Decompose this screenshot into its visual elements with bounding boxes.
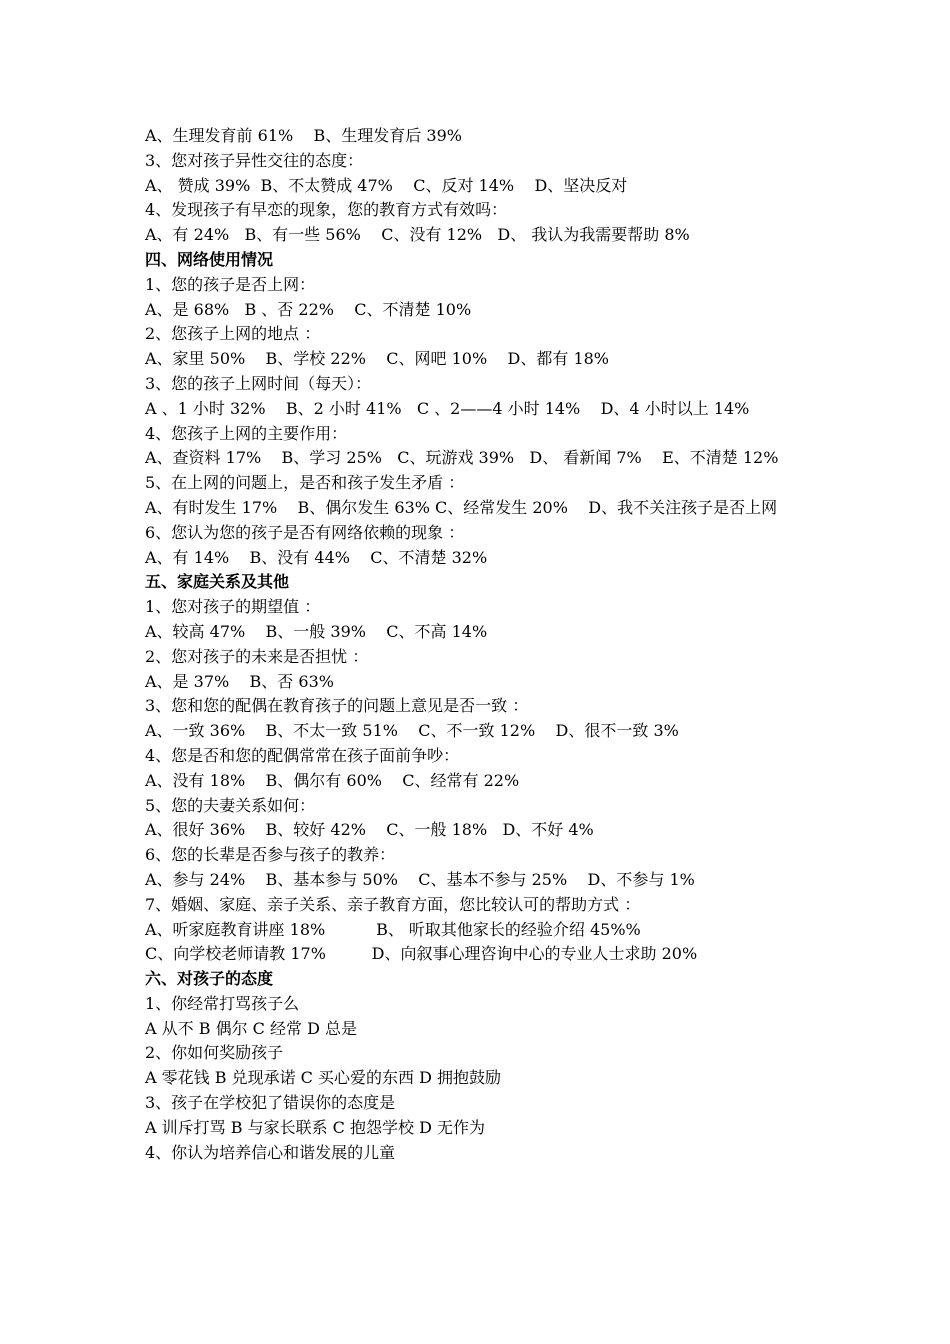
text-line: 2、你如何奖励孩子: [145, 1043, 284, 1063]
text-line: 4、你认为培养信心和谐发展的儿童: [145, 1142, 396, 1162]
text-line: A、是 37% B、否 63%: [145, 671, 334, 691]
text-line: 7、婚姻、家庭、亲子关系、亲子教育方面，您比较认可的帮助方式 ：: [145, 894, 641, 914]
text-line: 4、您孩子上网的主要作用：: [145, 423, 348, 443]
text-line: A、很好 36% B、较好 42% C、一般 18% D、不好 4%: [145, 820, 594, 840]
text-line: 2、您对孩子的未来是否担忧 ：: [145, 646, 369, 666]
text-line: A、有 14% B、没有 44% C、不清楚 32%: [145, 547, 488, 567]
text-line: 1、你经常打骂孩子么: [145, 993, 300, 1013]
text-line: A、是 68% B 、否 22% C、不清楚 10%: [145, 299, 472, 319]
text-line: 4、您是否和您的配偶常常在孩子面前争吵：: [145, 745, 460, 765]
text-line: A、较高 47% B、一般 39% C、不高 14%: [145, 621, 488, 641]
text-line: 1、您对孩子的期望值 ：: [145, 597, 321, 617]
text-line: A、听家庭教育讲座 18% B、 听取其他家长的经验介绍 45%%: [145, 919, 641, 939]
text-line: 6、您的长辈是否参与孩子的教养：: [145, 845, 396, 865]
section-heading: 四、网络使用情况: [145, 249, 274, 269]
section-heading: 五、家庭关系及其他: [145, 572, 290, 592]
text-line: A 训斥打骂 B 与家长联系 C 抱怨学校 D 无作为: [145, 1117, 485, 1137]
text-line: 3、您的孩子上网时间（每天）：: [145, 373, 372, 393]
text-line: 5、您的夫妻关系如何：: [145, 795, 316, 815]
text-line: A 从不 B 偶尔 C 经常 D 总是: [145, 1018, 357, 1038]
text-line: 3、孩子在学校犯了错误你的态度是: [145, 1093, 396, 1113]
text-line: 3、您对孩子异性交往的态度：: [145, 150, 364, 170]
text-line: 3、您和您的配偶在教育孩子的问题上意见是否一致 ：: [145, 696, 529, 716]
text-line: A、生理发育前 61% B、生理发育后 39%: [145, 126, 462, 145]
text-line: 5、在上网的问题上，是否和孩子发生矛盾 ：: [145, 473, 465, 493]
text-line: 2、您孩子上网的地点 ：: [145, 324, 321, 344]
text-line: C、向学校老师请教 17% D、向叙事心理咨询中心的专业人士求助 20%: [145, 944, 698, 964]
text-line: A、有时发生 17% B、偶尔发生 63% C、经常发生 20% D、我不关注孩子是否上网: [145, 497, 778, 517]
text-line: A、家里 50% B、学校 22% C、网吧 10% D、都有 18%: [145, 349, 610, 369]
text-line: A、一致 36% B、不太一致 51% C、不一致 12% D、很不一致 3%: [145, 721, 679, 741]
text-line: A 零花钱 B 兑现承诺 C 买心爱的东西 D 拥抱鼓励: [145, 1068, 501, 1088]
text-line: A、 赞成 39% B、不太赞成 47% C、反对 14% D、坚决反对: [145, 175, 628, 195]
text-line: A、有 24% B、有一些 56% C、没有 12% D、 我认为我需要帮助 8%: [145, 225, 690, 245]
section-heading: 六、对孩子的态度: [145, 969, 274, 989]
text-line: 1、您的孩子是否上网：: [145, 274, 316, 294]
text-line: 6、您认为您的孩子是否有网络依赖的现象 ：: [145, 522, 465, 542]
text-line: A 、1 小时 32% B、2 小时 41% C 、2——4 小时 14% D、4 小时以上 14%: [145, 398, 750, 418]
document-page: [145, 124, 815, 1165]
text-line: A、参与 24% B、基本参与 50% C、基本不参与 25% D、不参与 1%: [145, 869, 695, 889]
text-line: A、没有 18% B、偶尔有 60% C、经常有 22%: [145, 770, 520, 790]
text-line: 4、发现孩子有早恋的现象，您的教育方式有效吗：: [145, 200, 508, 220]
text-line: A、查资料 17% B、学习 25% C、玩游戏 39% D、 看新闻 7% E、不清楚 12%: [145, 448, 779, 468]
